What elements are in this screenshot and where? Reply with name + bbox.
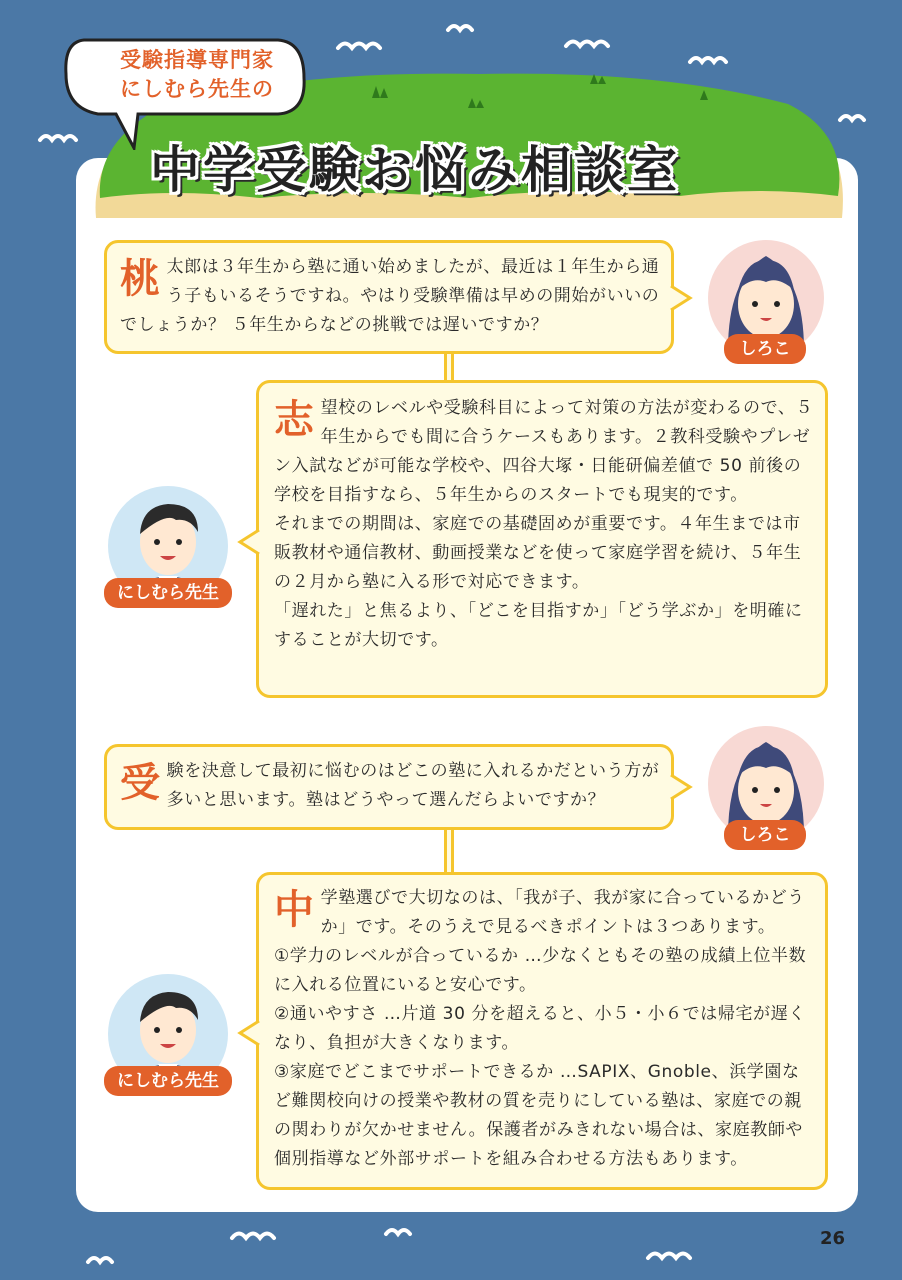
bubble-tail (236, 1018, 260, 1048)
answer-paragraph: それまでの期間は、家庭での基礎固めが重要です。４年生までは市販教材や通信教材、動画授業などを使って家庭学習を続け、５年生の２月から塾に入る形で対応できます。 (274, 514, 802, 592)
drop-cap: 受 (120, 760, 161, 806)
bubble-tail (670, 283, 694, 313)
asker-tag: しろこ (724, 820, 806, 850)
callout-line-2: にしむら先生の (120, 77, 274, 101)
question-body: 太郎は３年生から塾に通い始めましたが、最近は１年生から通う子もいるそうですね。やはり受験準備は早めの開始がいいのでしょうか？ ５年生からなどの挑戦では遅いですか？ (120, 257, 660, 335)
page-title: 中学受験お悩み相談室 (150, 141, 680, 199)
drop-cap: 桃 (120, 256, 161, 302)
callout-text (92, 46, 302, 104)
answer-paragraph: 望校のレベルや受験科目によって対策の方法が変わるので、５年生からでも間に合うケースもあります。２教科受験やプレゼン入試などが可能な学校や、四谷大塚・日能研偏差値で 50 前後の学校を目指すなら、５年生からのスタートでも現実的です。 (274, 398, 814, 505)
connector (444, 830, 454, 874)
drop-cap: 中 (274, 887, 315, 933)
drop-cap: 志 (274, 397, 315, 443)
bubble-tail (670, 772, 694, 802)
callout-line-1: 受験指導専門家 (120, 48, 274, 72)
bubble-tail (236, 527, 260, 557)
answer-text-1 (274, 394, 814, 655)
answer-paragraph: 学塾選びで大切なのは、「我が子、我が家に合っているかどうか」です。そのうえで見るべきポイントは３つあります。 (320, 888, 805, 937)
question-text-2 (120, 757, 664, 815)
answer-paragraph: ①学力のレベルが合っているか …少なくともその塾の成績上位半数に入れる位置にいると安心です。 (274, 946, 807, 995)
answerer-tag: にしむら先生 (104, 578, 232, 608)
answer-paragraph: ③家庭でどこまでサポートできるか …SAPIX、Gnoble、浜学園など難関校向けの授業や教材の質を売りにしている塾は、家庭での親の関わりが欠かせません。保護者がみきれない場合は、家庭教師や個別指導など外部サポートを組み合わせる方法もあります。 (274, 1062, 804, 1169)
answerer-tag: にしむら先生 (104, 1066, 232, 1096)
answer-paragraph: ②通いやすさ …片道 30 分を超えると、小５・小６では帰宅が遅くなり、負担が大きくなります。 (274, 1004, 806, 1053)
asker-tag: しろこ (724, 334, 806, 364)
question-text-1 (120, 253, 664, 340)
connector (444, 354, 454, 382)
answer-paragraph: 「遅れた」と焦るより、「どこを目指すか」「どう学ぶか」を明確にすることが大切です。 (274, 601, 803, 650)
page-number: 26 (820, 1228, 846, 1249)
answer-text-2 (274, 884, 814, 1174)
question-body: 験を決意して最初に悩むのはどこの塾に入れるかだという方が多いと思います。塾はどうやって選んだらよいですか？ (166, 761, 660, 810)
